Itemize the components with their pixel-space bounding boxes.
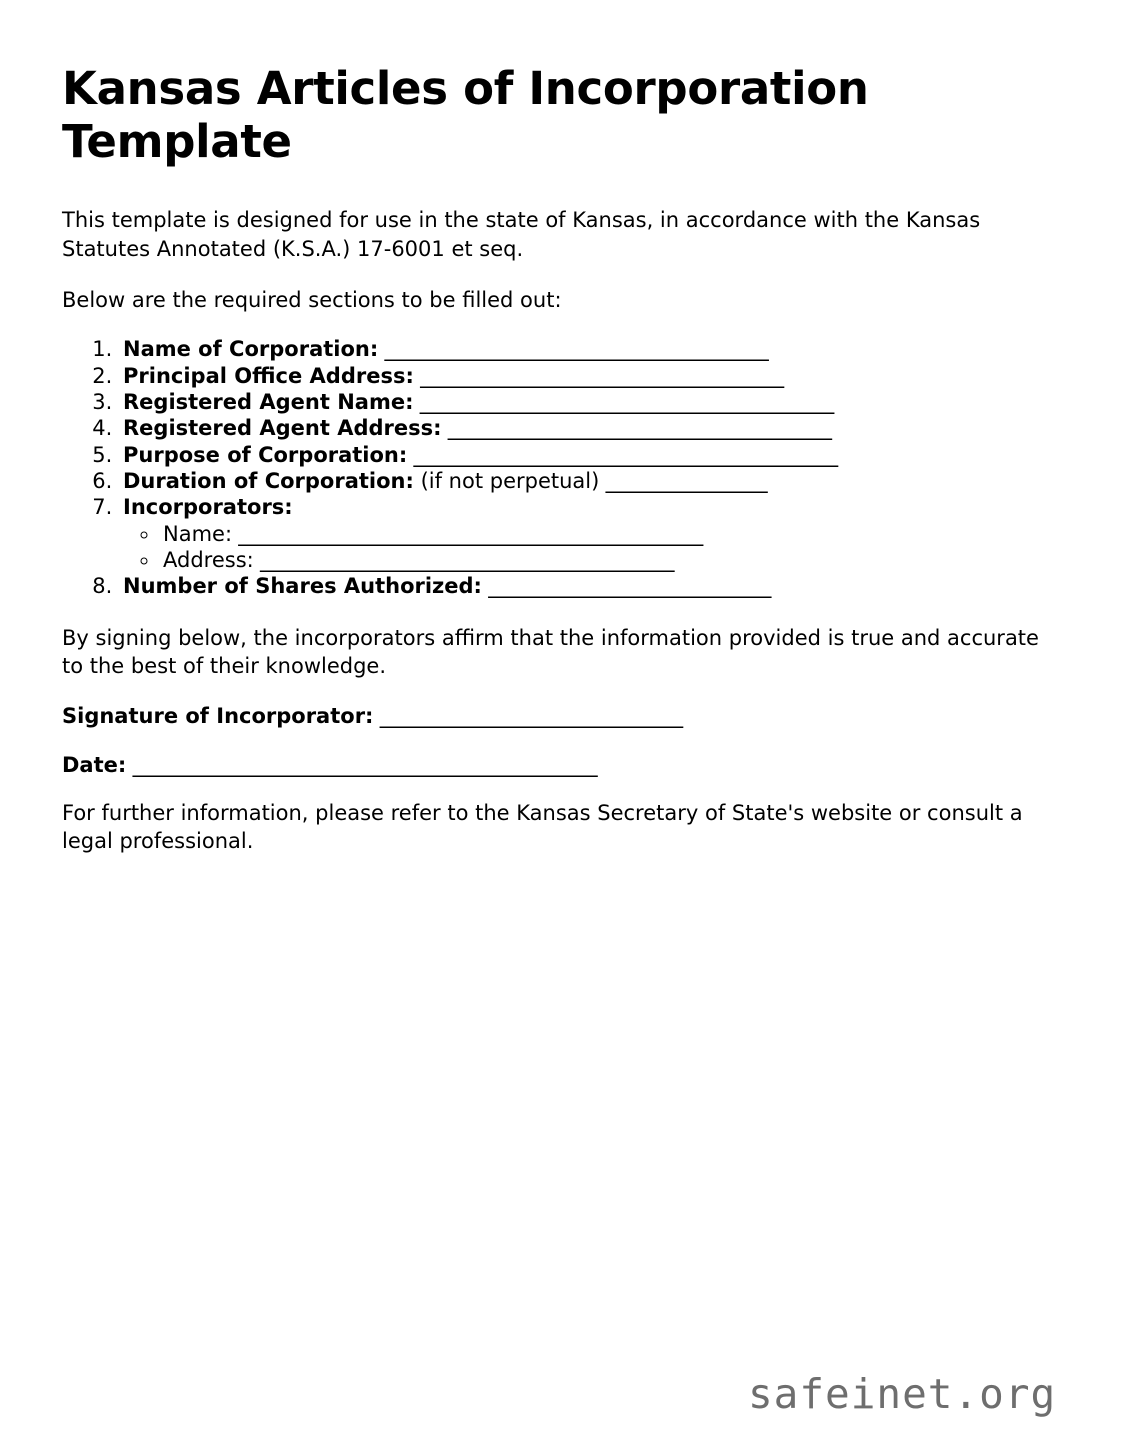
list-item-incorporators (119, 494, 1062, 573)
intro-paragraph: This template is designed for use in the state of Kansas, in accordance with the Kansas Statutes Annotated (K.S.A.) 17-6001 et seq. (62, 208, 981, 261)
list-item (160, 521, 1062, 547)
fill-in-blank[interactable]: __________________________________________ (407, 442, 838, 467)
closing-paragraph: For further information, please refer to the Kansas Secretary of State's website or consult a legal professional. (62, 801, 1023, 854)
signature-label: Signature of Incorporator: (62, 704, 374, 729)
field-note: (if not perpetual) (413, 468, 600, 493)
list-item (119, 389, 1062, 415)
spacer (62, 680, 1062, 702)
list-item (119, 415, 1062, 441)
fill-in-blank[interactable]: ________________ (599, 468, 768, 493)
signature-blank[interactable]: ______________________________ (373, 704, 683, 729)
list-item (119, 573, 1062, 599)
spacer (62, 779, 1062, 799)
fill-in-blank[interactable]: ______________________________________ (378, 337, 769, 362)
field-label: Registered Agent Address: (123, 416, 442, 441)
date-blank[interactable]: ______________________________________________ (126, 752, 598, 777)
page-title: Kansas Articles of Incorporation Template (62, 62, 869, 169)
required-sections-list (62, 336, 1062, 599)
fill-in-blank[interactable]: ______________________________________ (441, 416, 832, 441)
list-item (160, 547, 1062, 573)
fill-in-blank[interactable]: _________________________________________ (253, 547, 675, 572)
watermark: safeinet.org (748, 1370, 1057, 1418)
list-item (119, 442, 1062, 468)
fill-in-blank[interactable]: ____________________________ (481, 574, 772, 599)
spacer (62, 731, 1062, 751)
list-item (119, 336, 1062, 362)
field-label: Address: (163, 547, 254, 572)
affirmation-paragraph: By signing below, the incorporators affirm that the information provided is true and accurate to the best of their knowledge. (62, 625, 1039, 678)
spacer (62, 168, 1062, 206)
instruction-paragraph: Below are the required sections to be filled out: (62, 287, 562, 312)
field-label: Number of Shares Authorized: (123, 574, 482, 599)
field-label: Purpose of Corporation: (123, 442, 408, 467)
field-label: Incorporators: (123, 495, 293, 520)
field-label: Name: (163, 521, 233, 546)
field-label: Principal Office Address: (123, 363, 414, 388)
fill-in-blank[interactable]: ______________________________________________ (232, 521, 703, 546)
date-field (62, 751, 1062, 779)
signature-field (62, 702, 1062, 730)
document-body (62, 62, 1062, 856)
spacer (62, 600, 1062, 624)
field-label: Duration of Corporation: (123, 468, 414, 493)
fill-in-blank[interactable]: _________________________________________ (413, 389, 834, 414)
field-label: Registered Agent Name: (123, 389, 414, 414)
field-label: Name of Corporation: (123, 337, 379, 362)
spacer (62, 314, 1062, 336)
spacer (62, 263, 1062, 286)
list-item (119, 363, 1062, 389)
incorporator-fields-list (123, 521, 1062, 574)
fill-in-blank[interactable]: ____________________________________ (413, 363, 784, 388)
date-label: Date: (62, 752, 127, 777)
list-item (119, 468, 1062, 494)
